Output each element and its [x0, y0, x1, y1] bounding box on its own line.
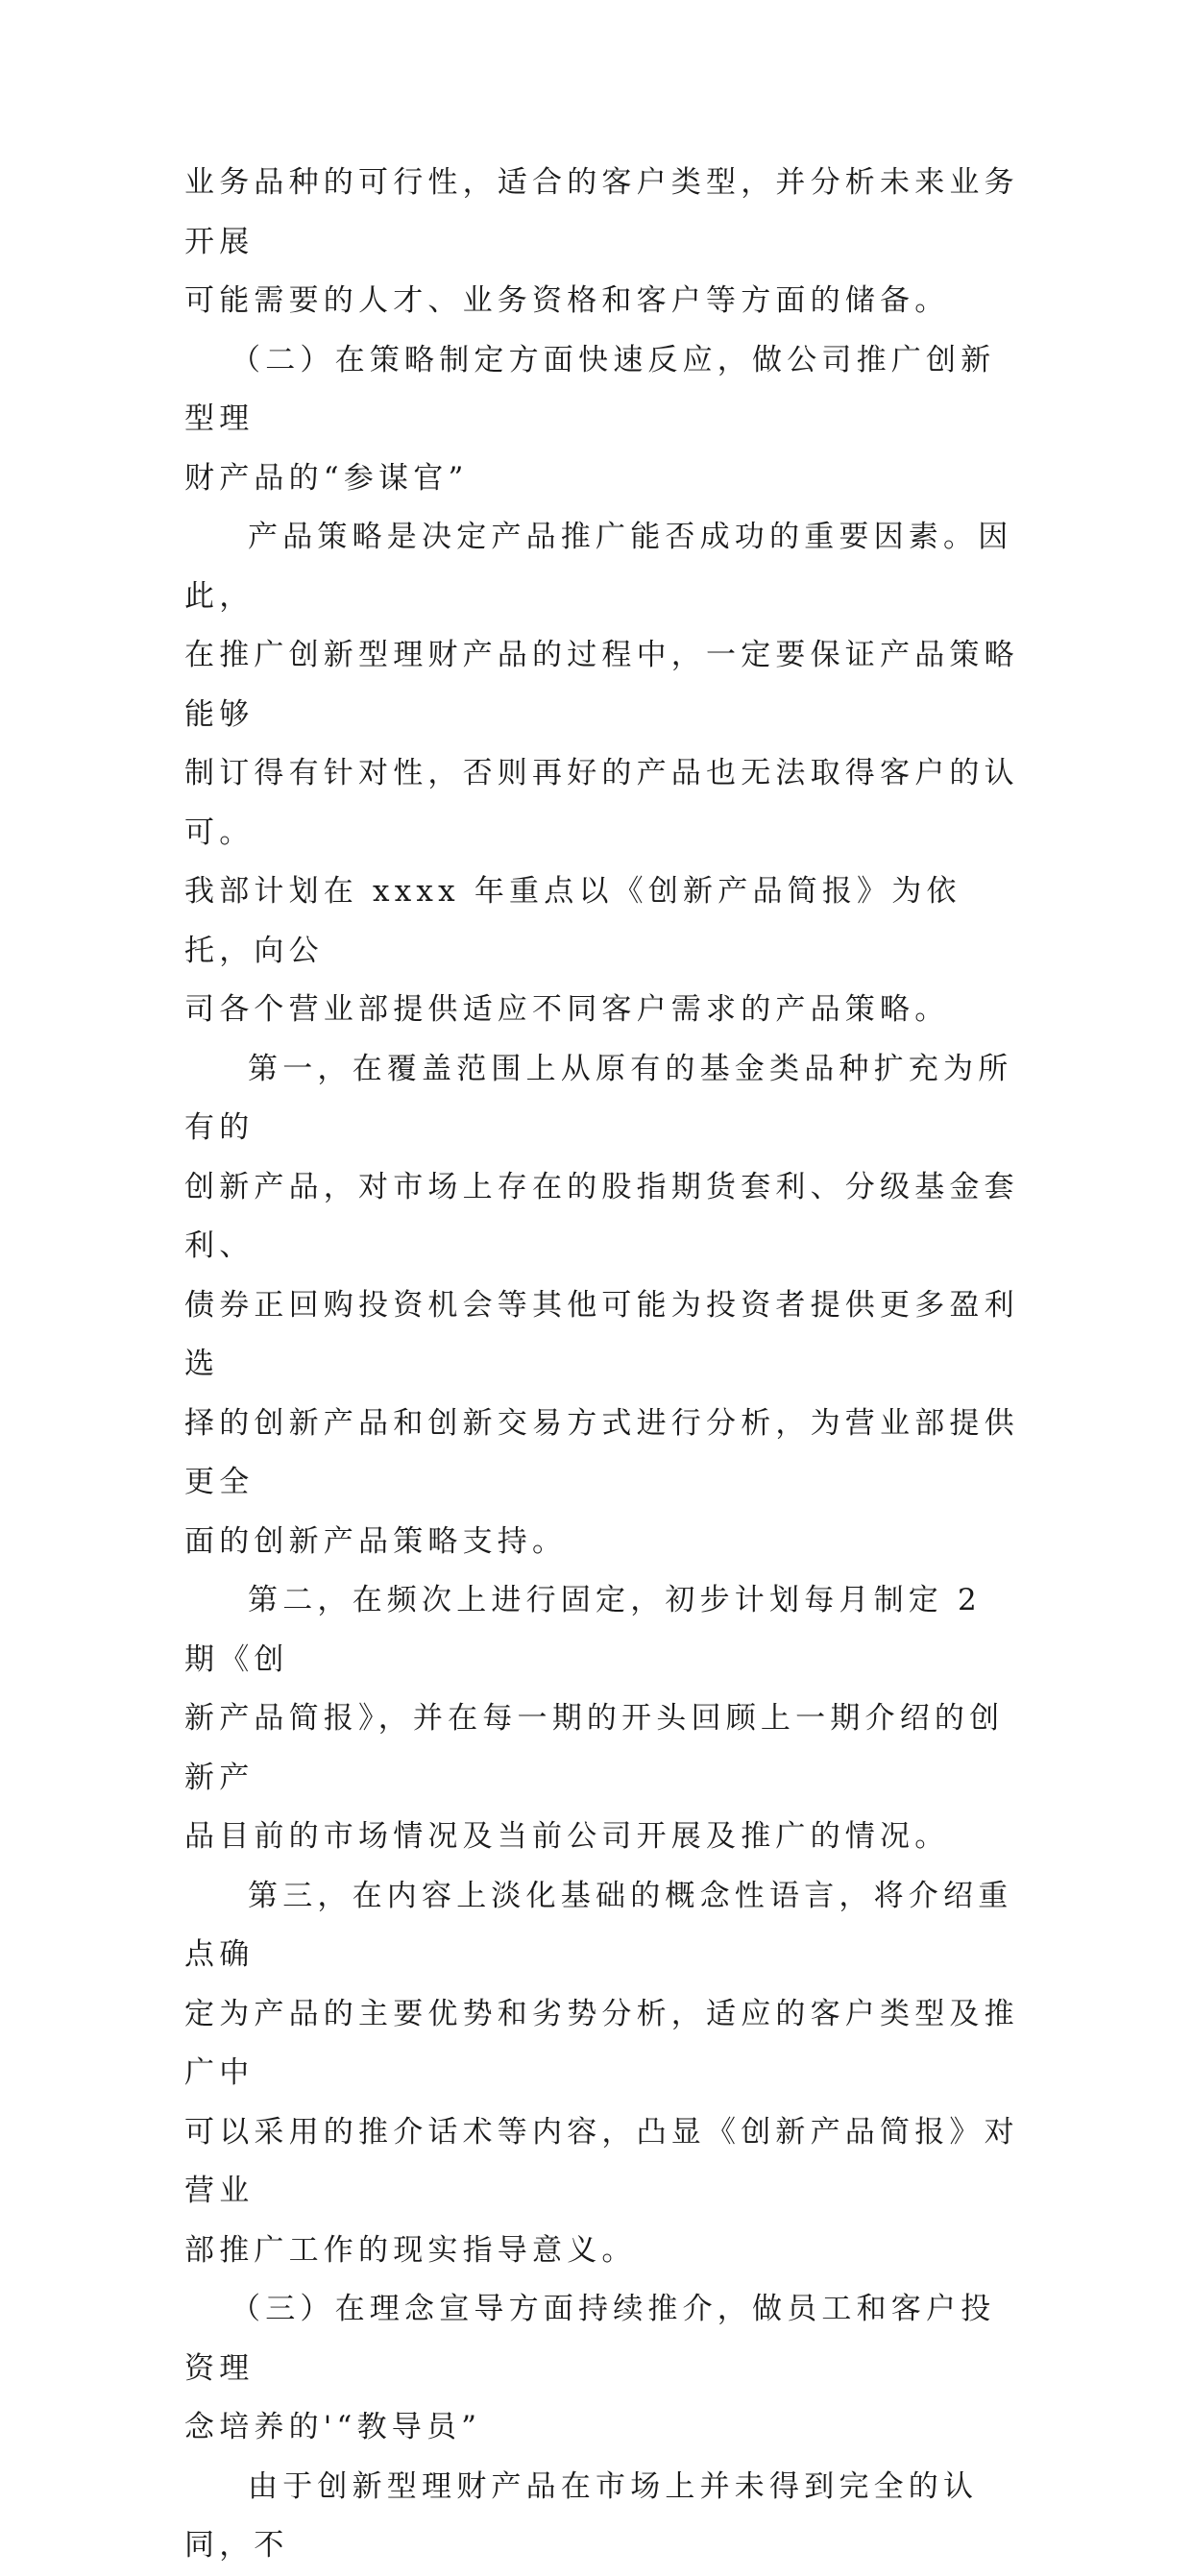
text-line: 我部计划在 xxxx 年重点以《创新产品简报》为依托，向公: [184, 874, 961, 968]
text-line: 创新产品，对市场上存在的股指期货套利、分级基金套利、: [184, 1169, 1019, 1263]
paragraph-closing: [184, 2458, 1020, 2576]
text-line: 可以采用的推介话术等内容，凸显《创新产品简报》对营业: [184, 2114, 1019, 2208]
text-line: 产品策略是决定产品推广能否成功的重要因素。因此，: [184, 520, 1013, 614]
document-body: [184, 154, 1020, 2576]
text-line: 业务品种的可行性，适合的客户类型，并分析未来业务开展: [184, 165, 1019, 259]
text-line: 制订得有针对性，否则再好的产品也无法取得客户的认可。: [184, 756, 1019, 850]
section-heading-two: [184, 331, 1020, 509]
text-line: 部推广工作的现实指导意义。: [184, 2232, 637, 2268]
text-line: 念培养的'“教导员”: [184, 2410, 482, 2444]
paragraph-product-strategy: [184, 508, 1020, 1040]
text-line: 财产品的“参谋官”: [184, 460, 469, 496]
text-line: 新产品简报》，并在每一期的开头回顾上一期介绍的创新产: [184, 1701, 1005, 1795]
paragraph-third: [184, 1867, 1020, 2281]
text-line: 在推广创新型理财产品的过程中，一定要保证产品策略能够: [184, 638, 1019, 732]
text-line: 第二，在频次上进行固定，初步计划每月制定 2 期《创: [184, 1583, 997, 1677]
text-line: 定为产品的主要优势和劣势分析，适应的客户类型及推广中: [184, 1996, 1019, 2090]
section-heading-three: [184, 2280, 1020, 2458]
text-line: 可能需要的人才、业务资格和客户等方面的储备。: [184, 283, 950, 318]
text-line: 第三，在内容上淡化基础的概念性语言，将介绍重点确: [184, 1878, 1013, 1972]
text-line: 面的创新产品策略支持。: [184, 1523, 568, 1559]
text-line: （二）在策略制定方面快速反应，做公司推广创新型理: [184, 342, 996, 436]
paragraph-first: [184, 1040, 1020, 1572]
text-line: 择的创新产品和创新交易方式进行分析，为营业部提供更全: [184, 1405, 1019, 1499]
text-line: （三）在理念宣导方面持续推介，做员工和客户投资理: [184, 2292, 996, 2386]
text-line: 第一，在覆盖范围上从原有的基金类品种扩充为所有的: [184, 1051, 1013, 1145]
paragraph-continued: [184, 154, 1020, 331]
text-line: 司各个营业部提供适应不同客户需求的产品策略。: [184, 992, 950, 1027]
paragraph-second: [184, 1571, 1020, 1867]
text-line: 品目前的市场情况及当前公司开展及推广的情况。: [184, 1819, 950, 1854]
text-line: 债券正回购投资机会等其他可能为投资者提供更多盈利选: [184, 1287, 1019, 1381]
text-line: 由于创新型理财产品在市场上并未得到完全的认同，不: [184, 2468, 979, 2563]
